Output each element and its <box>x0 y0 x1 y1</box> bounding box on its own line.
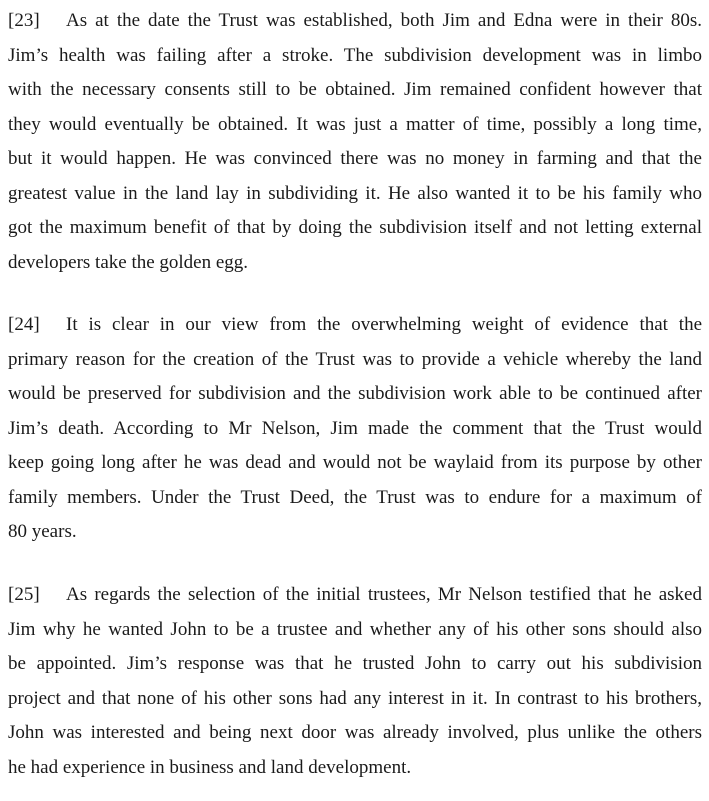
paragraph-line: John was interested and being next door was already involved, plus unlike the others <box>8 722 702 743</box>
line-text: It is clear in our view from the overwhelming weight of evidence that the <box>66 314 702 335</box>
paragraph-24 <box>8 308 702 550</box>
paragraph-line: developers take the golden egg. <box>8 251 249 273</box>
paragraph-line: 80 years. <box>8 521 77 542</box>
paragraph-line <box>8 4 702 39</box>
paragraph-25 <box>8 578 702 785</box>
paragraph-line: project and that none of his other sons had any interest in it. In contrast to his brothers, <box>8 687 702 709</box>
paragraph-23 <box>8 4 702 280</box>
paragraph-line <box>8 308 702 343</box>
paragraph-line: be appointed. Jim’s response was that he trusted John to carry out his subdivision <box>8 653 702 674</box>
paragraph-line: Jim’s death. According to Mr Nelson, Jim made the comment that the Trust would <box>8 417 702 439</box>
paragraph-number: [24] <box>8 314 40 335</box>
paragraph-line: they would eventually be obtained. It was just a matter of time, possibly a long time, <box>8 113 702 135</box>
paragraph-line: keep going long after he was dead and would not be waylaid from its purpose by other <box>8 452 702 473</box>
paragraph-line: Jim’s health was failing after a stroke. The subdivision development was in limbo <box>8 44 702 66</box>
paragraph-line: greatest value in the land lay in subdividing it. He also wanted it to be his family who <box>8 182 702 204</box>
paragraph-line: got the maximum benefit of that by doing the subdivision itself and not letting external <box>8 217 702 238</box>
paragraph-line: primary reason for the creation of the Trust was to provide a vehicle whereby the land <box>8 348 702 370</box>
paragraph-number: [23] <box>8 10 40 31</box>
paragraph-line: but it would happen. He was convinced there was no money in farming and that the <box>8 148 702 169</box>
paragraph-line: family members. Under the Trust Deed, the Trust was to endure for a maximum of <box>8 486 702 508</box>
line-text: As regards the selection of the initial trustees, Mr Nelson testified that he asked <box>66 584 702 605</box>
line-text: As at the date the Trust was established, both Jim and Edna were in their 80s. <box>66 10 702 31</box>
paragraph-line <box>8 578 702 613</box>
paragraph-line: with the necessary consents still to be obtained. Jim remained confident however that <box>8 79 702 100</box>
paragraph-number: [25] <box>8 584 40 605</box>
paragraph-line: Jim why he wanted John to be a trustee and whether any of his other sons should also <box>8 618 702 640</box>
paragraph-line: he had experience in business and land development. <box>8 756 412 778</box>
paragraph-line: would be preserved for subdivision and the subdivision work able to be continued after <box>8 383 702 404</box>
